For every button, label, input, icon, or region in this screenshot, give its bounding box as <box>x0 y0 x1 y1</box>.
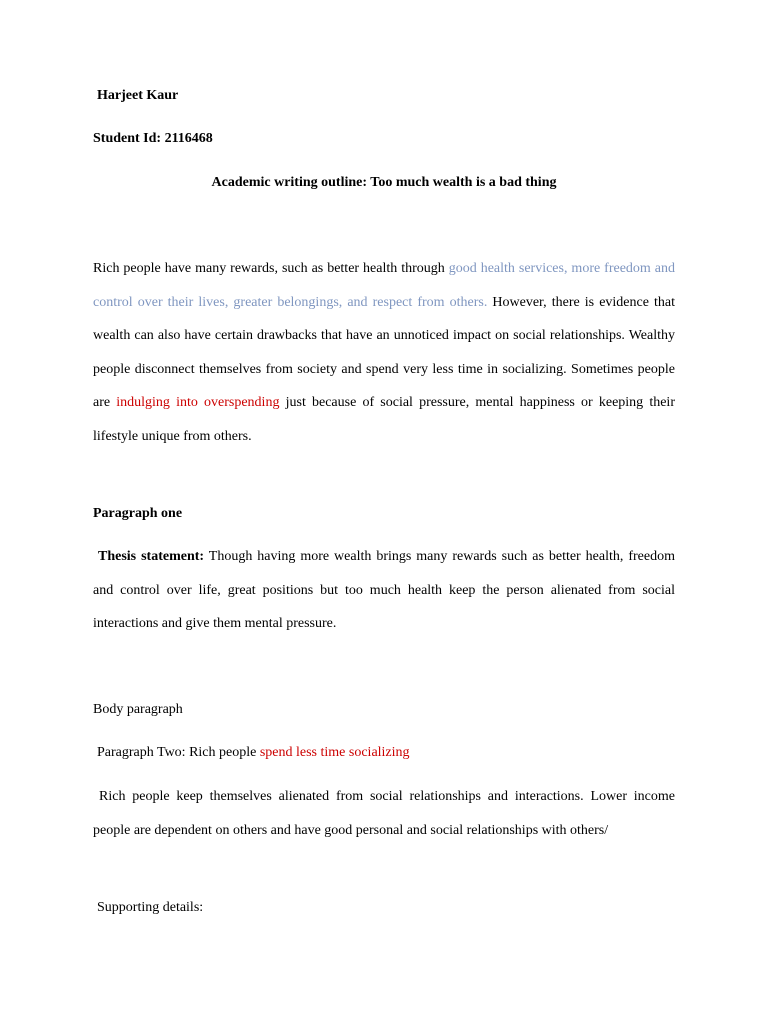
paragraph-two-highlight: spend less time socializing <box>259 745 410 760</box>
intro-text-1: Rich people have many rewards, such as better health through <box>93 261 449 276</box>
paragraph-two-text: Rich people keep themselves alienated from social relationships and interactions. Lower income people are dependent on others and have good personal and social relationships with others/ <box>93 789 675 838</box>
paragraph-two-heading <box>97 745 679 761</box>
paragraph-two-label: Paragraph Two: Rich people <box>97 745 260 760</box>
intro-text-2: However, there is evidence that wealth can also have certain drawbacks that have an unnoticed impact on social relationships. Wealthy people disconnect themselves from society and spend very less time in socializing. Sometimes people are <box>93 294 675 410</box>
author-name: Harjeet Kaur <box>97 88 179 103</box>
document-page <box>93 0 675 1024</box>
intro-text-3: just because of social pressure, mental happiness or keeping their lifestyle unique from others. <box>93 395 675 444</box>
body-paragraph-heading: Body paragraph <box>93 702 183 717</box>
thesis-paragraph <box>93 540 675 641</box>
paragraph-one-heading: Paragraph one <box>93 506 183 521</box>
intro-highlight-blue: good health services, more freedom and control over their lives, greater belongings, and respect from others. <box>93 261 675 310</box>
intro-paragraph <box>93 252 675 453</box>
supporting-details-label: Supporting details: <box>97 900 204 915</box>
student-id: Student Id: 2116468 <box>93 131 213 146</box>
intro-highlight-red: indulging into overspending <box>116 395 280 410</box>
document-title: Academic writing outline: Too much wealth is a bad thing <box>211 175 557 190</box>
thesis-label: Thesis statement: <box>98 549 205 564</box>
thesis-text: Though having more wealth brings many rewards such as better health, freedom and control over life, great positions but too much health keep the person alienated from social interactions and give them mental pressure. <box>93 549 675 631</box>
